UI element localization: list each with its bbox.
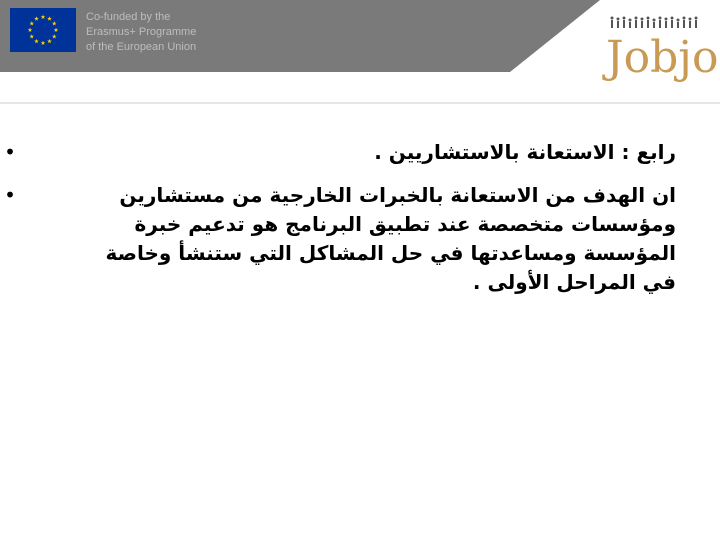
eu-star [52,21,57,25]
eu-text-line-2: Erasmus+ Programme [86,26,197,38]
eu-star [41,15,46,19]
eu-star [34,39,39,43]
eu-star [54,28,59,32]
bullet-item-2 [4,181,676,297]
eu-star [41,41,46,45]
eu-star [34,16,39,20]
eu-star [47,39,52,43]
jobjo-logo [604,14,719,84]
eu-flag-icon [10,8,76,52]
bullet-item-1 [4,138,676,167]
header-divider [0,102,720,104]
eu-cofunded-text [86,10,236,55]
eu-text-line-1: Co-funded by the [86,11,171,23]
eu-text-line-3: of the European Union [86,41,197,53]
eu-star [47,16,52,20]
bullet-1-line-1: رابع : الاستعانة بالاستشاريين . [374,140,676,164]
bullet-2-line-1: ان الهدف من الاستعانة بالخبرات الخارجية من مستشارين [119,183,676,207]
eu-star [52,34,57,38]
bullet-2-line-4: في المراحل الأولى . [472,270,676,294]
eu-star [29,34,34,38]
logo-people-icon [607,14,707,30]
bullet-2-line-3: المؤسسة ومساعدتها في حل المشاكل التي ستنشأ وخاصة [105,241,676,265]
bullet-marker: • [4,183,16,207]
logo-wordmark: Jobjo [606,32,719,83]
slide-content [4,138,676,311]
eu-star [29,21,34,25]
eu-star [28,28,33,32]
bullet-marker: • [4,140,16,164]
bullet-2-line-2: ومؤسسات متخصصة عند تطبيق البرنامج هو تدعيم خبرة [134,212,676,236]
header-band [0,0,720,104]
